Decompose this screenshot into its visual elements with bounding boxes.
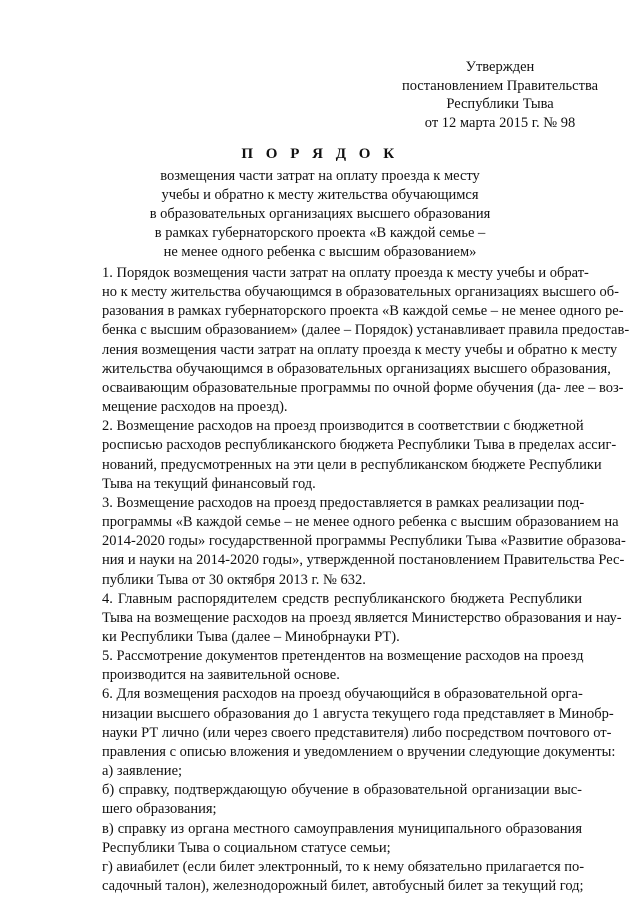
- paragraph-line: нований, предусмотренных на эти цели в республиканском бюджете Республики: [102, 456, 602, 473]
- paragraph: [72, 820, 582, 858]
- approval-block: [388, 58, 612, 132]
- paragraph-line: а) заявление;: [102, 763, 183, 780]
- subtitle-line: в образовательных организациях высшего образования: [149, 206, 491, 222]
- paragraph-line: низации высшего образования до 1 августа текущего года представляет в Минобр-: [102, 705, 614, 722]
- paragraph-line: садочный талон), железнодорожный билет, автобусный билет за текущий год;: [102, 878, 584, 894]
- paragraph-line: науки РТ лично (или через своего представителя) либо посредством почтового от-: [102, 724, 612, 741]
- paragraph-line: мещение расходов на проезд).: [102, 399, 288, 416]
- paragraph-line: г) авиабилет (если билет электронный, то к нему обязательно прилагается по-: [102, 858, 585, 875]
- approval-line: от 12 марта 2015 г. № 98: [424, 114, 576, 131]
- paragraph-line: Республики Тыва о социальном статусе семьи;: [102, 839, 391, 856]
- paragraph-line: в) справку из органа местного самоуправления муниципального образования: [102, 820, 582, 837]
- approval-line: Республики Тыва: [446, 96, 554, 112]
- paragraph-line: 2014-2020 годы» государственной программы Республики Тыва «Развитие образова-: [102, 533, 626, 550]
- paragraph: [72, 685, 616, 762]
- paragraph-line: жительства обучающимся в образовательных организациях высшего образования,: [102, 360, 611, 377]
- subtitle-line: учебы и обратно к месту жительства обучающимся: [161, 187, 479, 203]
- paragraph-line: 2. Возмещение расходов на проезд производится в соответствии с бюджетной: [102, 418, 584, 435]
- paragraph-line: разования в рамках губернаторского проекта «В каждой семье – не менее одного ре-: [102, 303, 624, 320]
- paragraph: [72, 762, 582, 781]
- paragraph: [72, 590, 622, 647]
- paragraph-line: публики Тыва от 30 октября 2013 г. № 632.: [102, 571, 366, 588]
- paragraph-line: ления возмещения части затрат на оплату проезда к месту учебы и обратно к месту: [102, 341, 618, 358]
- subtitle-line: в рамках губернаторского проекта «В каждой семье –: [154, 225, 486, 241]
- paragraph-line: производится на заявительной основе.: [102, 667, 340, 684]
- subtitle-line: не менее одного ребенка с высшим образованием»: [163, 244, 477, 260]
- paragraph: [72, 781, 582, 819]
- paragraph: [72, 264, 630, 417]
- document-body: [72, 264, 630, 896]
- paragraph-line: росписью расходов республиканского бюджета Республики Тыва в пределах ассиг-: [102, 437, 617, 454]
- document-subtitle: [60, 167, 580, 262]
- subtitle-line: возмещения части затрат на оплату проезда к месту: [160, 168, 480, 184]
- paragraph: [72, 494, 626, 590]
- paragraph-line: программы «В каждой семье – не менее одного ребенка с высшим образованием на: [102, 514, 619, 531]
- paragraph: [72, 858, 585, 896]
- paragraph-line: 3. Возмещение расходов на проезд предоставляется в рамках реализации под-: [102, 494, 585, 511]
- paragraph-line: 6. Для возмещения расходов на проезд обучающийся в образовательной орга-: [102, 686, 583, 703]
- paragraph-line: Тыва на текущий финансовый год.: [102, 475, 316, 492]
- paragraph-line: ки Республики Тыва (далее – Минобрнауки РТ).: [102, 628, 400, 645]
- paragraph-line: 5. Рассмотрение документов претендентов на возмещение расходов на проезд: [102, 648, 584, 665]
- document-title: П О Р Я Д О К: [241, 146, 399, 162]
- paragraph-line: осваивающим образовательные программы по очной форме обучения (да- лее – воз-: [102, 379, 624, 396]
- paragraph-line: Тыва на возмещение расходов на проезд является Министерство образования и нау-: [102, 609, 622, 626]
- paragraph: [72, 647, 582, 685]
- approval-line: Утвержден: [465, 59, 535, 75]
- paragraph: [72, 417, 617, 494]
- paragraph-line: ния и науки на 2014-2020 годы», утвержденной постановлением Правительства Рес-: [102, 552, 625, 569]
- paragraph-line: шего образования;: [102, 801, 217, 818]
- paragraph-line: но к месту жительства обучающимся в образовательных организациях высшего об-: [102, 284, 619, 301]
- approval-line: постановлением Правительства: [401, 77, 599, 94]
- paragraph-line: 1. Порядок возмещения части затрат на оплату проезда к месту учебы и обрат-: [102, 265, 589, 281]
- paragraph-line: б) справку, подтверждающую обучение в образовательной организации выс-: [102, 782, 582, 799]
- paragraph-line: 4. Главным распорядителем средств республиканского бюджета Республики: [102, 590, 582, 607]
- paragraph-line: правления с описью вложения и уведомлением о вручении следующие документы:: [102, 743, 616, 760]
- paragraph-line: бенка с высшим образованием» (далее – Порядок) устанавливает правила предостав-: [102, 322, 630, 339]
